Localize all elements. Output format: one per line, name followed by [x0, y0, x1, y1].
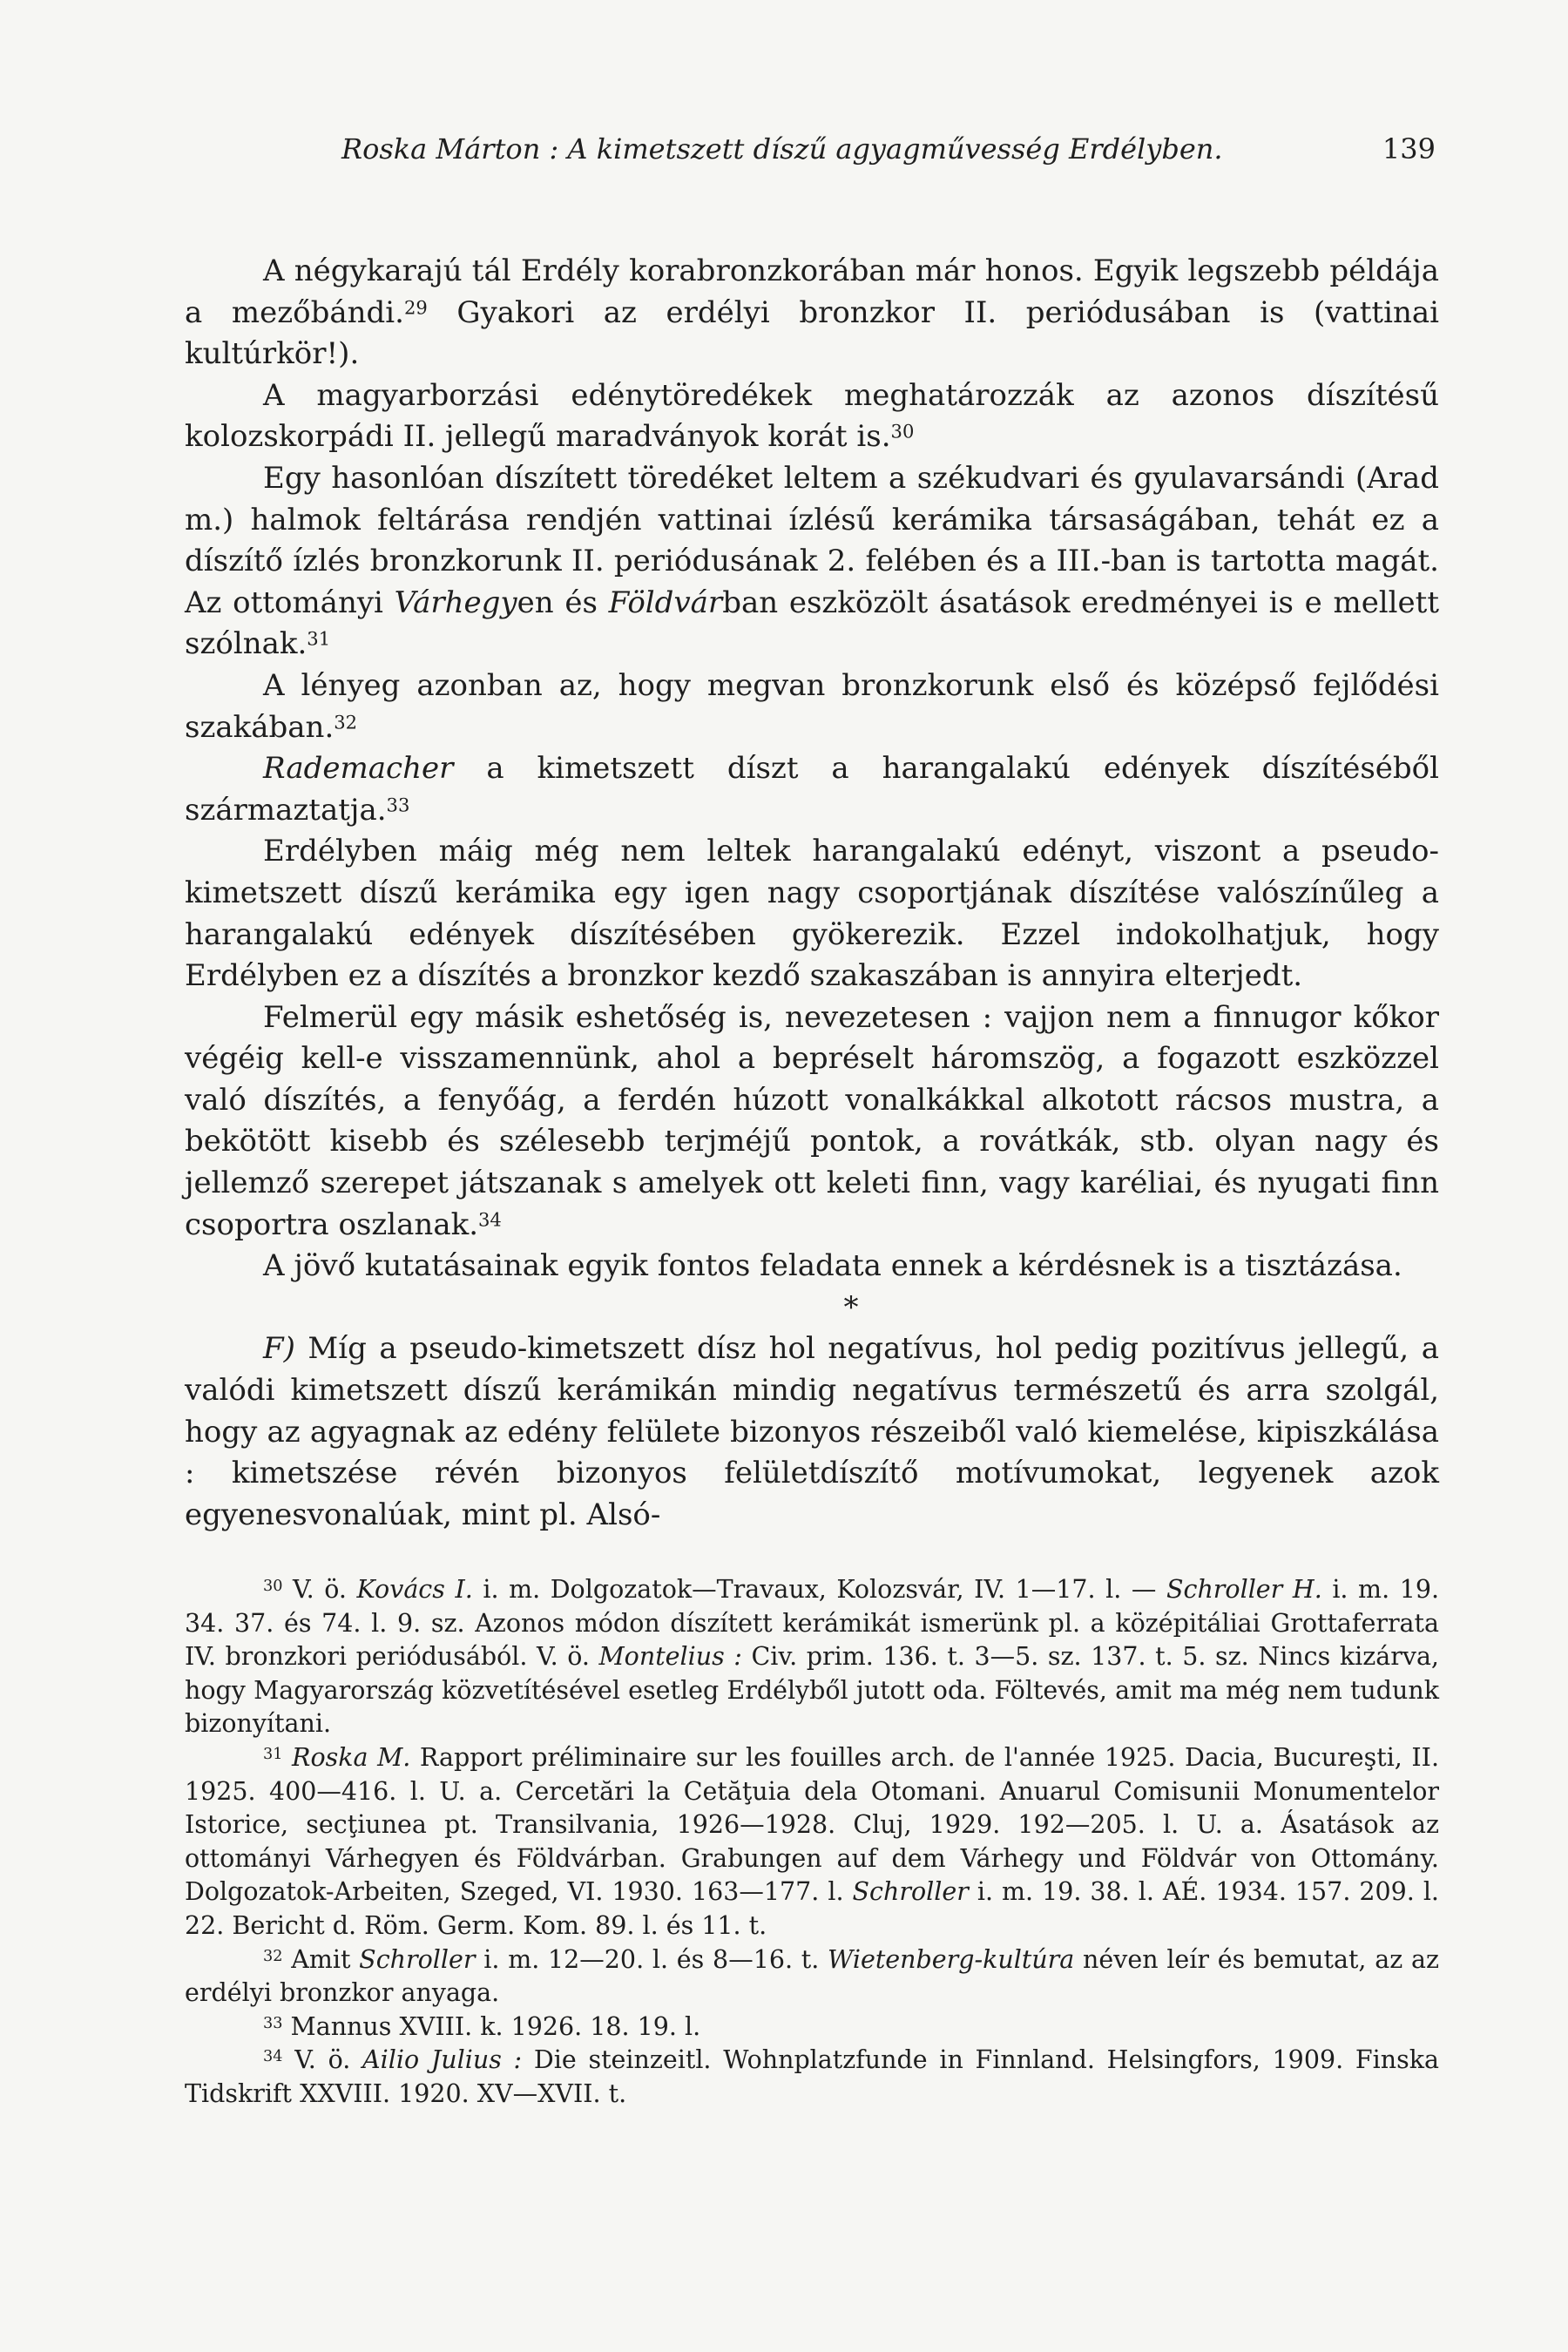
main-text — [185, 251, 1439, 1536]
footnote-number: 31 — [263, 1746, 283, 1764]
footnote-ref[interactable]: 32 — [334, 711, 358, 733]
footnote-number: 33 — [263, 2014, 283, 2032]
paragraph: Felmerül egy másik eshetőség is, nevezetesen : vajjon nem a finnugor kőkor végéig kell-e visszamennünk, ahol a bepréselt háromszög, a fogazott eszközzel való díszítés, a fenyőág, a ferdén húzott vonalkákkal alkotott rácsos mustra, a bekötött kisebb és szélesebb terjméjű pontok, a rovátkák, stb. olyan nagy és jellemző szerepet játszanak s amelyek ott keleti finn, vagy karéliai, és nyugati finn csoportra oszlanak.$^{34}$ — [185, 999, 1439, 1242]
paragraph: A jövő kutatásainak egyik fontos feladata ennek a kérdésnek is a tisztázása. — [263, 1248, 1402, 1284]
page-number: 139 — [1382, 132, 1436, 166]
running-header — [341, 132, 1436, 176]
section-label: F) — [263, 1331, 295, 1367]
running-title: Roska Márton : A kimetszett díszű agyagművesség Erdélyben. — [341, 132, 1223, 166]
paragraph: Rademacher a kimetszett díszt a harangalakú edények díszítéséből származtatja.$^{33}$ — [185, 751, 1439, 828]
footnote-33: $^{33}$ Mannus XVIII. k. 1926. 18. 19. l. — [263, 2011, 701, 2041]
footnote-31: $^{31}$ Roska M. Rapport préliminaire sur les fouilles arch. de l'année 1925. Dacia, Bucureşti, II. 1925. 400—416. l. U. a. Cercetări la Cetăţuia dela Otomani. Anuarul Comisunii Monumentelor Istorice, secţiunea pt. Transilvania, 1926—1928. Cluj, 1929. 192—205. l. U. a. Ásatások az ottományi Várhegyen és Földvárban. Grabungen auf dem Várhegy und Földvár von Ottomány. Dolgozatok-Arbeiten, Szeged, VI. 1930. 163—177. l. Schroller i. m. 19. 38. l. AÉ. 1934. 157. 209. l. 22. Bericht d. Röm. Germ. Kom. 89. l. és 11. t. — [185, 1742, 1440, 1940]
footnote-number: 32 — [263, 1947, 283, 1965]
footnote-number: 30 — [263, 1578, 283, 1596]
footnote-32: $^{32}$ Amit Schroller i. m. 12—20. l. és 8—16. t. Wietenberg-kultúra néven leír és bemutat, az az erdélyi bronzkor anyaga. — [185, 1944, 1440, 2008]
paragraph: A lényeg azonban az, hogy megvan bronzkorunk első és középső fejlődési szakában.$^{32}$ — [185, 667, 1439, 745]
footnote-ref[interactable]: 33 — [386, 794, 410, 816]
section-separator: * — [843, 1289, 859, 1325]
footnote-ref[interactable]: 30 — [890, 420, 915, 443]
paragraph: A négykarajú tál Erdély korabronzkorában már honos. Egyik legszebb példája a mezőbándi.$^{29}$ Gyakori az erdélyi bronzkor II. periódusában is (vattinai kultúrkör!). — [185, 253, 1440, 372]
paragraph: Erdélyben máig még nem leltek harangalakú edényt, viszont a pseudo-kimetszett díszű kerámika egy igen nagy csoportjának díszítése valószínűleg a harangalakú edények díszítésében gyökerezik. Ezzel indokolhatjuk, hogy Erdélyben ez a díszítés a bronzkor kezdő szakaszában is annyira elterjedt. — [185, 834, 1439, 994]
footnotes — [185, 1573, 1439, 2112]
footnote-34: $^{34}$ V. ö. Ailio Julius : Die steinzeitl. Wohnplatzfunde in Finnland. Helsingfors, 1909. Finska Tidskrift XXVIII. 1920. XV—XVII. t. — [185, 2045, 1439, 2108]
paragraph: Egy hasonlóan díszített töredéket leltem a székudvari és gyulavarsándi (Arad m.) halmok feltárása rendjén vattinai ízlésű kerámika társaságában, tehát ez a díszítő ízlés bronzkorunk II. periódusának 2. felében és a III.-ban is tartotta magát. Az ottományi Várhegyen és Földvárban eszközölt ásatások eredményei is e mellett szólnak.$^{31}$ — [185, 460, 1440, 662]
paragraph: F) Míg a pseudo-kimetszett dísz hol negatívus, hol pedig pozitívus jellegű, a valódi kimetszett díszű kerámikán mindig negatívus természetű és arra szolgál, hogy az agyagnak az edény felülete bizonyos részeiből való kiemelése, kipiszkálása : kimetszése révén bizonyos felületdíszítő motívumokat, legyenek azok egyenesvonalúak, mint pl. Alsó- — [185, 1331, 1439, 1532]
footnote-ref[interactable]: 31 — [307, 627, 331, 650]
footnote-number: 34 — [263, 2048, 283, 2066]
footnote-ref[interactable]: 29 — [403, 296, 428, 319]
footnote-30: $^{30}$ V. ö. Kovács I. i. m. Dolgozatok—Travaux, Kolozsvár, IV. 1—17. l. — Schroller H. i. m. 19. 34. 37. és 74. l. 9. sz. Azonos módon díszített kerámikát ismerünk pl. a középitáliai Grottaferrata IV. bronzkori periódusából. V. ö. Montelius : Civ. prim. 136. t. 3—5. sz. 137. t. 5. sz. Nincs kizárva, hogy Magyarország közvetítésével esetleg Erdélyből jutott oda. Föltevés, amit ma még nem tudunk bizonyítani. — [185, 1575, 1440, 1739]
paragraph: A magyarborzási edénytöredékek meghatározzák az azonos díszítésű kolozskorpádi II. jellegű maradványok korát is.$^{30}$ — [185, 377, 1439, 455]
footnote-ref[interactable]: 34 — [478, 1208, 502, 1231]
